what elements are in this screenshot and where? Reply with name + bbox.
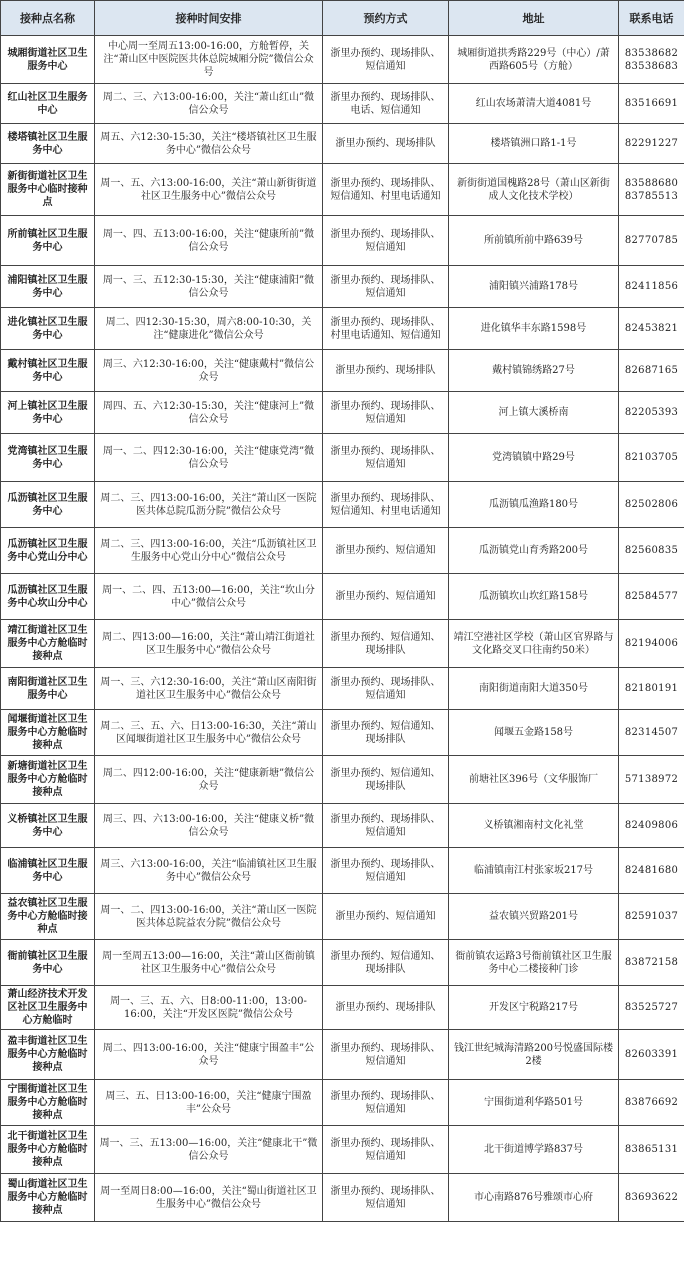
schedule-cell: 周一、二、四、五13:00—16:00，关注“坎山分中心”微信公众号 bbox=[95, 574, 323, 620]
address-cell: 宁围街道利华路501号 bbox=[449, 1080, 619, 1126]
address-cell: 瓜沥镇坎山坎红路158号 bbox=[449, 574, 619, 620]
schedule-cell: 周四、五、六12:30-15:30，关注“健康河上”微信公众号 bbox=[95, 392, 323, 434]
phone-cell: 82194006 bbox=[619, 620, 684, 668]
site-name-cell: 进化镇社区卫生服务中心 bbox=[1, 308, 95, 350]
site-name-cell: 红山社区卫生服务中心 bbox=[1, 84, 95, 124]
phone-cell: 82502806 bbox=[619, 482, 684, 528]
phone-cell: 82453821 bbox=[619, 308, 684, 350]
schedule-cell: 周三、四、六13:00-16:00，关注“健康义桥”微信公众号 bbox=[95, 804, 323, 848]
phone-cell: 57138972 bbox=[619, 756, 684, 804]
table-row bbox=[1, 164, 684, 216]
phone-cell: 83872158 bbox=[619, 940, 684, 986]
booking-method-cell: 浙里办预约、现场排队、短信通知、村里电话通知 bbox=[323, 164, 449, 216]
schedule-cell: 周二、四13:00-16:00，关注“健康宁围盈丰”公众号 bbox=[95, 1030, 323, 1080]
table-row bbox=[1, 1174, 684, 1222]
booking-method-cell: 浙里办预约、现场排队、短信通知 bbox=[323, 1080, 449, 1126]
phone-cell: 82560835 bbox=[619, 528, 684, 574]
address-cell: 前塘社区396号（文华服饰厂 bbox=[449, 756, 619, 804]
schedule-cell: 周一、二、四12:30-16:00，关注“健康党湾”微信公众号 bbox=[95, 434, 323, 482]
table-row bbox=[1, 308, 684, 350]
phone-cell: 82603391 bbox=[619, 1030, 684, 1080]
header-booking: 预约方式 bbox=[323, 1, 449, 36]
booking-method-cell: 浙里办预约、现场排队、短信通知 bbox=[323, 36, 449, 84]
phone-cell: 83693622 bbox=[619, 1174, 684, 1222]
site-name-cell: 蜀山街道社区卫生服务中心方舱临时接种点 bbox=[1, 1174, 95, 1222]
table-row bbox=[1, 1126, 684, 1174]
booking-method-cell: 浙里办预约、现场排队、短信通知 bbox=[323, 434, 449, 482]
phone-cell: 83588680 83785513 bbox=[619, 164, 684, 216]
address-cell: 钱江世纪城海清路200号悦盛国际楼2楼 bbox=[449, 1030, 619, 1080]
booking-method-cell: 浙里办预约、短信通知、现场排队 bbox=[323, 940, 449, 986]
table-row bbox=[1, 620, 684, 668]
table-row bbox=[1, 986, 684, 1030]
booking-method-cell: 浙里办预约、现场排队、村里电话通知、短信通知 bbox=[323, 308, 449, 350]
phone-cell: 82409806 bbox=[619, 804, 684, 848]
site-name-cell: 新街街道社区卫生服务中心临时接种点 bbox=[1, 164, 95, 216]
table-row bbox=[1, 350, 684, 392]
booking-method-cell: 浙里办预约、现场排队、短信通知 bbox=[323, 848, 449, 894]
table-row bbox=[1, 1030, 684, 1080]
booking-method-cell: 浙里办预约、短信通知、现场排队 bbox=[323, 756, 449, 804]
phone-cell: 82411856 bbox=[619, 266, 684, 308]
site-name-cell: 益农镇社区卫生服务中心方舱临时接种点 bbox=[1, 894, 95, 940]
table-row bbox=[1, 848, 684, 894]
schedule-cell: 周二、三、五、六、日13:00-16:30，关注“萧山区闻堰街道社区卫生服务中心”微信公众号 bbox=[95, 710, 323, 756]
schedule-cell: 周二、三、四13:00-16:00，关注“瓜沥镇社区卫生服务中心党山分中心”微信公众号 bbox=[95, 528, 323, 574]
site-name-cell: 萧山经济技术开发区社区卫生服务中心方舱临时 bbox=[1, 986, 95, 1030]
site-name-cell: 戴村镇社区卫生服务中心 bbox=[1, 350, 95, 392]
site-name-cell: 北干街道社区卫生服务中心方舱临时接种点 bbox=[1, 1126, 95, 1174]
schedule-cell: 周二、三、六13:00-16:00，关注“萧山红山”微信公众号 bbox=[95, 84, 323, 124]
table-row bbox=[1, 528, 684, 574]
site-name-cell: 瓜沥镇社区卫生服务中心党山分中心 bbox=[1, 528, 95, 574]
table-row bbox=[1, 940, 684, 986]
site-name-cell: 楼塔镇社区卫生服务中心 bbox=[1, 124, 95, 164]
schedule-cell: 周二、四12:30-15:30，周六8:00-10:30，关注“健康进化”微信公众号 bbox=[95, 308, 323, 350]
address-cell: 所前镇所前中路639号 bbox=[449, 216, 619, 266]
site-name-cell: 河上镇社区卫生服务中心 bbox=[1, 392, 95, 434]
address-cell: 市心南路876号雅颂市心府 bbox=[449, 1174, 619, 1222]
address-cell: 瓜沥镇党山育秀路200号 bbox=[449, 528, 619, 574]
header-phone: 联系电话 bbox=[619, 1, 684, 36]
address-cell: 南阳街道南阳大道350号 bbox=[449, 668, 619, 710]
site-name-cell: 瓜沥镇社区卫生服务中心 bbox=[1, 482, 95, 528]
site-name-cell: 盈丰街道社区卫生服务中心方舱临时接种点 bbox=[1, 1030, 95, 1080]
booking-method-cell: 浙里办预约、现场排队、电话、短信通知 bbox=[323, 84, 449, 124]
site-name-cell: 城厢街道社区卫生服务中心 bbox=[1, 36, 95, 84]
schedule-cell: 周三、六12:30-16:00，关注“健康戴村”微信公众号 bbox=[95, 350, 323, 392]
schedule-cell: 周一、五、六13:00-16:00，关注“萧山新街街道社区卫生服务中心”微信公众号 bbox=[95, 164, 323, 216]
schedule-cell: 周三、六13:00-16:00，关注“临浦镇社区卫生服务中心”微信公众号 bbox=[95, 848, 323, 894]
address-cell: 浦阳镇兴浦路178号 bbox=[449, 266, 619, 308]
table-row bbox=[1, 266, 684, 308]
site-name-cell: 衙前镇社区卫生服务中心 bbox=[1, 940, 95, 986]
booking-method-cell: 浙里办预约、现场排队 bbox=[323, 350, 449, 392]
address-cell: 城厢街道拱秀路229号（中心）/萧西路605号（方舱） bbox=[449, 36, 619, 84]
phone-cell: 82687165 bbox=[619, 350, 684, 392]
schedule-cell: 周二、三、四13:00-16:00，关注“萧山区一医院医共体总院瓜沥分院”微信公众号 bbox=[95, 482, 323, 528]
site-name-cell: 浦阳镇社区卫生服务中心 bbox=[1, 266, 95, 308]
address-cell: 河上镇大溪桥南 bbox=[449, 392, 619, 434]
booking-method-cell: 浙里办预约、现场排队、短信通知 bbox=[323, 668, 449, 710]
header-address: 地址 bbox=[449, 1, 619, 36]
schedule-cell: 周一、三、五12:30-15:30，关注“健康浦阳”微信公众号 bbox=[95, 266, 323, 308]
phone-cell: 83525727 bbox=[619, 986, 684, 1030]
schedule-cell: 周一、三、六12:30-16:00，关注“萧山区南阳街道社区卫生服务中心”微信公众号 bbox=[95, 668, 323, 710]
address-cell: 楼塔镇洲口路1-1号 bbox=[449, 124, 619, 164]
booking-method-cell: 浙里办预约、短信通知 bbox=[323, 574, 449, 620]
phone-cell: 82314507 bbox=[619, 710, 684, 756]
address-cell: 闻堰五金路158号 bbox=[449, 710, 619, 756]
table-row bbox=[1, 84, 684, 124]
schedule-cell: 周一、二、四13:00-16:00，关注“萧山区一医院医共体总院益农分院”微信公众号 bbox=[95, 894, 323, 940]
phone-cell: 82584577 bbox=[619, 574, 684, 620]
schedule-cell: 周一、三、五、六、日8:00-11:00，13:00-16:00，关注“开发区医院”微信公众号 bbox=[95, 986, 323, 1030]
booking-method-cell: 浙里办预约、现场排队、短信通知 bbox=[323, 804, 449, 848]
booking-method-cell: 浙里办预约、现场排队、短信通知 bbox=[323, 392, 449, 434]
address-cell: 义桥镇湘南村文化礼堂 bbox=[449, 804, 619, 848]
schedule-cell: 周一、四、五13:00-16:00，关注“健康所前”微信公众号 bbox=[95, 216, 323, 266]
site-name-cell: 南阳街道社区卫生服务中心 bbox=[1, 668, 95, 710]
site-name-cell: 宁围街道社区卫生服务中心方舱临时接种点 bbox=[1, 1080, 95, 1126]
phone-cell: 82770785 bbox=[619, 216, 684, 266]
address-cell: 瓜沥镇瓜渔路180号 bbox=[449, 482, 619, 528]
address-cell: 靖江空港社区学校（萧山区官界路与文化路交叉口往南约50米） bbox=[449, 620, 619, 668]
booking-method-cell: 浙里办预约、短信通知 bbox=[323, 894, 449, 940]
address-cell: 北干街道博学路837号 bbox=[449, 1126, 619, 1174]
phone-cell: 82291227 bbox=[619, 124, 684, 164]
table-row bbox=[1, 894, 684, 940]
table-row bbox=[1, 668, 684, 710]
header-schedule: 接种时间安排 bbox=[95, 1, 323, 36]
address-cell: 党湾镇镇中路29号 bbox=[449, 434, 619, 482]
schedule-cell: 周二、四13:00—16:00，关注“萧山靖江街道社区卫生服务中心”微信公众号 bbox=[95, 620, 323, 668]
table-row bbox=[1, 36, 684, 84]
phone-cell: 82205393 bbox=[619, 392, 684, 434]
site-name-cell: 义桥镇社区卫生服务中心 bbox=[1, 804, 95, 848]
schedule-cell: 周一至周日8:00—16:00，关注“蜀山街道社区卫生服务中心”微信公众号 bbox=[95, 1174, 323, 1222]
address-cell: 新街街道国槐路28号（萧山区新街成人文化技术学校） bbox=[449, 164, 619, 216]
schedule-cell: 周三、五、日13:00-16:00，关注“健康宁围盈丰”公众号 bbox=[95, 1080, 323, 1126]
booking-method-cell: 浙里办预约、现场排队、短信通知 bbox=[323, 1174, 449, 1222]
booking-method-cell: 浙里办预约、短信通知、现场排队 bbox=[323, 710, 449, 756]
address-cell: 开发区宁税路217号 bbox=[449, 986, 619, 1030]
table-row bbox=[1, 434, 684, 482]
schedule-cell: 周一至周五13:00—16:00，关注“萧山区衙前镇社区卫生服务中心”微信公众号 bbox=[95, 940, 323, 986]
address-cell: 益农镇兴贸路201号 bbox=[449, 894, 619, 940]
table-row bbox=[1, 756, 684, 804]
phone-cell: 83876692 bbox=[619, 1080, 684, 1126]
table-row bbox=[1, 482, 684, 528]
site-name-cell: 靖江街道社区卫生服务中心方舱临时接种点 bbox=[1, 620, 95, 668]
schedule-cell: 中心周一至周五13:00-16:00，方舱暂停，关注“萧山区中医院医共体总院城厢分院”微信公众号 bbox=[95, 36, 323, 84]
table-row bbox=[1, 1080, 684, 1126]
table-row bbox=[1, 392, 684, 434]
site-name-cell: 闻堰街道社区卫生服务中心方舱临时接种点 bbox=[1, 710, 95, 756]
table-row bbox=[1, 574, 684, 620]
booking-method-cell: 浙里办预约、现场排队 bbox=[323, 986, 449, 1030]
table-body bbox=[1, 36, 684, 1222]
table-row bbox=[1, 804, 684, 848]
phone-cell: 83865131 bbox=[619, 1126, 684, 1174]
booking-method-cell: 浙里办预约、现场排队、短信通知 bbox=[323, 1126, 449, 1174]
address-cell: 戴村镇锦绣路27号 bbox=[449, 350, 619, 392]
address-cell: 红山农场萧清大道4081号 bbox=[449, 84, 619, 124]
schedule-cell: 周二、四12:00-16:00，关注“健康新塘”微信公众号 bbox=[95, 756, 323, 804]
header-site-name: 接种点名称 bbox=[1, 1, 95, 36]
phone-cell: 83516691 bbox=[619, 84, 684, 124]
site-name-cell: 所前镇社区卫生服务中心 bbox=[1, 216, 95, 266]
schedule-cell: 周五、六12:30-15:30，关注“楼塔镇社区卫生服务中心”微信公众号 bbox=[95, 124, 323, 164]
table-row bbox=[1, 710, 684, 756]
phone-cell: 82103705 bbox=[619, 434, 684, 482]
phone-cell: 82180191 bbox=[619, 668, 684, 710]
booking-method-cell: 浙里办预约、现场排队、短信通知 bbox=[323, 216, 449, 266]
table-row bbox=[1, 216, 684, 266]
phone-cell: 83538682 83538683 bbox=[619, 36, 684, 84]
booking-method-cell: 浙里办预约、现场排队 bbox=[323, 124, 449, 164]
booking-method-cell: 浙里办预约、现场排队、短信通知、村里电话通知 bbox=[323, 482, 449, 528]
site-name-cell: 瓜沥镇社区卫生服务中心坎山分中心 bbox=[1, 574, 95, 620]
header-row bbox=[1, 1, 684, 36]
site-name-cell: 新塘街道社区卫生服务中心方舱临时接种点 bbox=[1, 756, 95, 804]
schedule-cell: 周一、三、五13:00—16:00，关注“健康北干”微信公众号 bbox=[95, 1126, 323, 1174]
address-cell: 衙前镇农运路3号衙前镇社区卫生服务中心二楼接种门诊 bbox=[449, 940, 619, 986]
address-cell: 临浦镇南江村张家坂217号 bbox=[449, 848, 619, 894]
table-row bbox=[1, 124, 684, 164]
phone-cell: 82481680 bbox=[619, 848, 684, 894]
booking-method-cell: 浙里办预约、现场排队、短信通知 bbox=[323, 1030, 449, 1080]
site-name-cell: 党湾镇社区卫生服务中心 bbox=[1, 434, 95, 482]
site-name-cell: 临浦镇社区卫生服务中心 bbox=[1, 848, 95, 894]
booking-method-cell: 浙里办预约、现场排队、短信通知 bbox=[323, 266, 449, 308]
phone-cell: 82591037 bbox=[619, 894, 684, 940]
address-cell: 进化镇华丰东路1598号 bbox=[449, 308, 619, 350]
booking-method-cell: 浙里办预约、短信通知 bbox=[323, 528, 449, 574]
booking-method-cell: 浙里办预约、短信通知、现场排队 bbox=[323, 620, 449, 668]
